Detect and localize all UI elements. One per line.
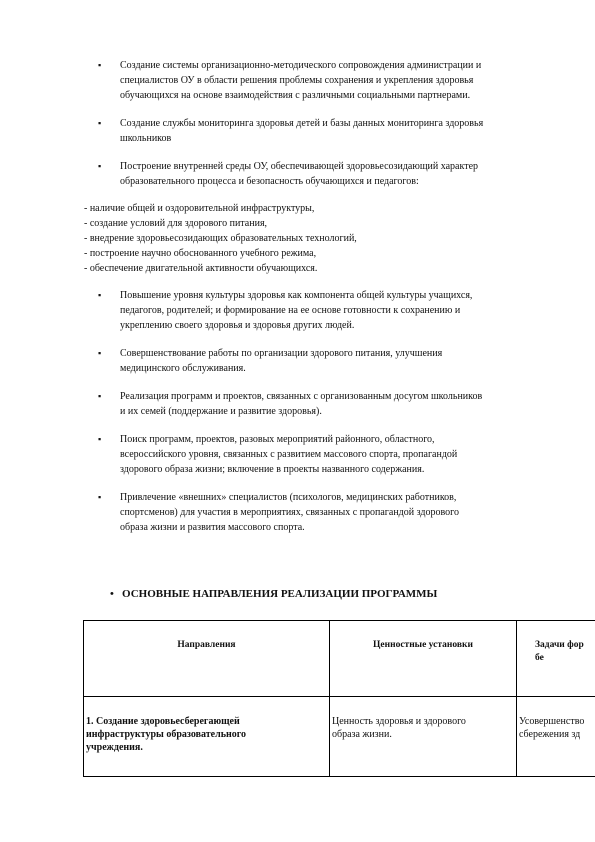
table-header-cell: Направления: [177, 640, 236, 650]
list-item: [100, 288, 560, 333]
bullet-icon: ▪: [98, 434, 102, 444]
table-cell: Усовершенство сбережения зд: [519, 716, 585, 740]
bullet-icon: ▪: [98, 161, 102, 171]
list-item-text: Создание службы мониторинга здоровья детей и базы данных мониторинга здоровья школьников: [120, 118, 484, 144]
dash-item: - наличие общей и оздоровительной инфраструктуры,: [84, 203, 315, 214]
bullet-icon: •: [110, 588, 114, 600]
table-cell: Ценность здоровья и здорового образа жизни.: [332, 716, 466, 740]
table-cell: 1. Создание здоровьесберегающей инфраструктуры образовательного учреждения.: [86, 716, 247, 753]
dash-item: - создание условий для здорового питания,: [84, 218, 268, 229]
dash-item: - обеспечение двигательной активности обучающихся.: [84, 263, 318, 274]
directions-table: [83, 620, 595, 777]
section-heading: [110, 588, 438, 600]
list-item: [100, 389, 560, 419]
list-item: [100, 159, 560, 189]
list-item-text: Поиск программ, проектов, разовых мероприятий районного, областного, всероссийского уровня, связанных с развитием массового спорта, пропагандой здорового образа жизни; включение в проекты названного содержания.: [120, 434, 458, 475]
table-divider: [84, 696, 595, 697]
list-item-text: Совершенствование работы по организации здорового питания, улучшения медицинского обслуживания.: [120, 348, 443, 374]
dash-item: - построение научно обоснованного учебного режима,: [84, 248, 317, 259]
bullet-icon: ▪: [98, 290, 102, 300]
bullet-icon: ▪: [98, 348, 102, 358]
list-item: [100, 346, 560, 376]
list-item: [100, 432, 560, 477]
list-item-text: Создание системы организационно-методического сопровождения администрации и специалистов ОУ в области решения проблемы сохранения и укрепления здоровья обучающихся на основе взаимодействия с различными социальными партнерами.: [120, 60, 482, 101]
bullet-icon: ▪: [98, 492, 102, 502]
section-heading-text: ОСНОВНЫЕ НАПРАВЛЕНИЯ РЕАЛИЗАЦИИ ПРОГРАММЫ: [122, 588, 438, 600]
list-item-text: Реализация программ и проектов, связанных с организованным досугом школьников и их семей (поддержание и развитие здоровья).: [120, 391, 483, 417]
list-item: [100, 58, 560, 103]
bullet-icon: ▪: [98, 391, 102, 401]
dash-item: - внедрение здоровьесозидающих образовательных технологий,: [84, 233, 357, 244]
bullet-icon: ▪: [98, 60, 102, 70]
list-item-text: Привлечение «внешних» специалистов (психологов, медицинских работников, спортсменов) для участия в мероприятиях, связанных с пропагандой здорового образа жизни и развития массового спорта.: [120, 492, 459, 533]
list-item: [100, 490, 560, 535]
table-header-cell: Ценностные установки: [373, 640, 473, 650]
bullet-icon: ▪: [98, 118, 102, 128]
list-item-text: Повышение уровня культуры здоровья как компонента общей культуры учащихся, педагогов, родителей; и формирование на ее основе готовности к сохранению и укреплению своего здоровья и здоровья других людей.: [120, 290, 473, 331]
table-header-cell: Задачи фор бе: [535, 640, 584, 663]
list-item-text: Построение внутренней среды ОУ, обеспечивающей здоровьесозидающий характер образовательного процесса и безопасность обучающихся и педагогов:: [120, 161, 479, 187]
list-item: [100, 116, 560, 146]
